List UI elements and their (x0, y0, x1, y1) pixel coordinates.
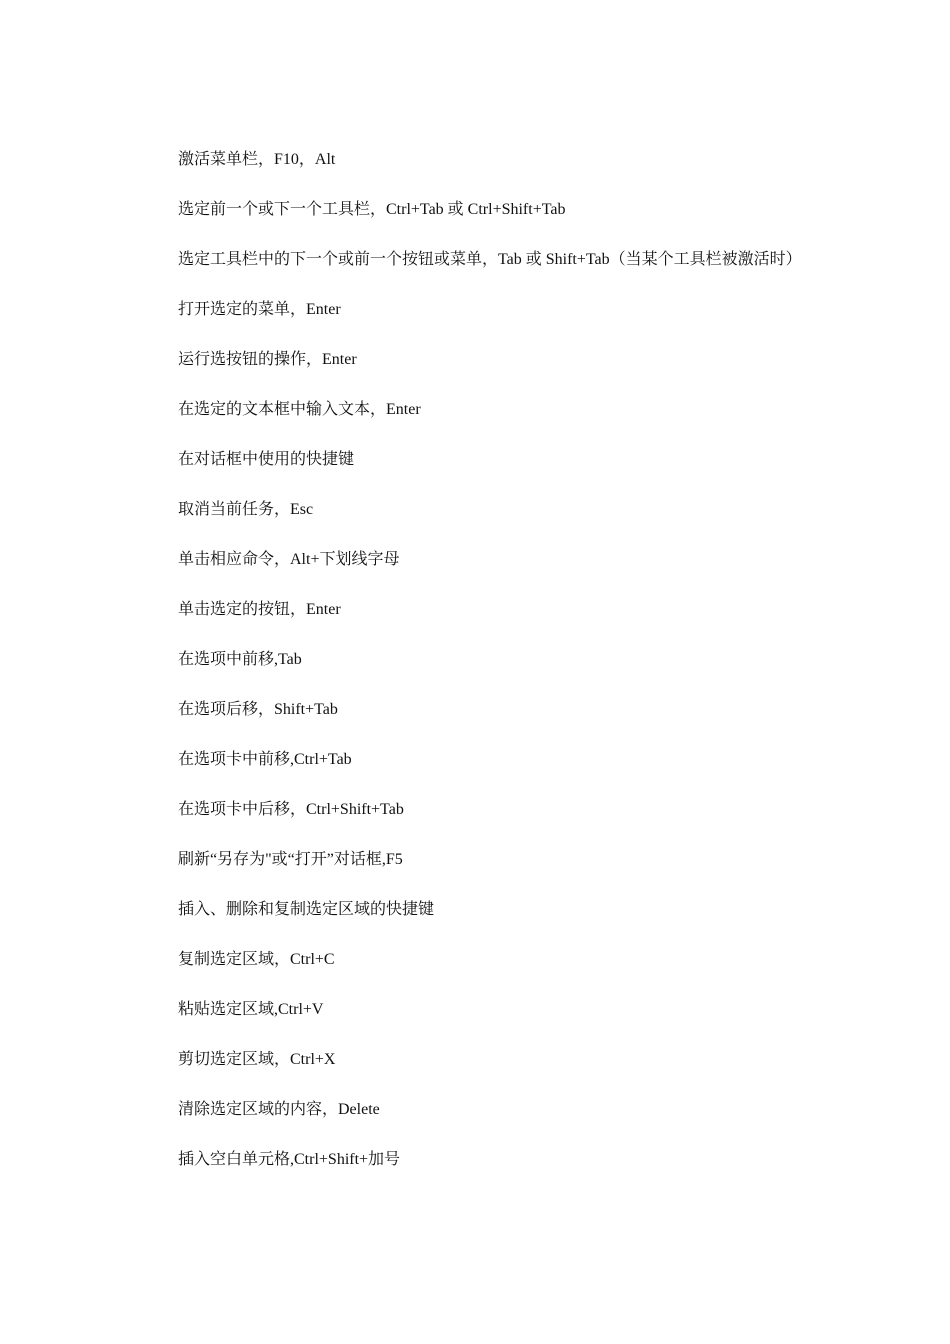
paragraph: 选定前一个或下一个工具栏，Ctrl+Tab 或 Ctrl+Shift+Tab (178, 201, 566, 218)
paragraph: 单击相应命令，Alt+下划线字母 (178, 551, 400, 568)
paragraph: 单击选定的按钮，Enter (178, 601, 341, 618)
paragraph: 取消当前任务，Esc (178, 501, 314, 518)
section-heading: 在对话框中使用的快捷键 (178, 451, 355, 468)
paragraph: 清除选定区域的内容，Delete (178, 1101, 380, 1118)
paragraph: 在选项卡中后移，Ctrl+Shift+Tab (178, 801, 404, 818)
paragraph: 打开选定的菜单，Enter (178, 301, 341, 318)
section-heading: 插入、删除和复制选定区域的快捷键 (178, 901, 435, 918)
paragraph: 在选项后移，Shift+Tab (178, 701, 338, 718)
paragraph: 粘贴选定区域,Ctrl+V (178, 1001, 324, 1018)
paragraph: 复制选定区域，Ctrl+C (178, 951, 335, 968)
paragraph: 刷新“另存为"或“打开”对话框,F5 (178, 851, 403, 868)
paragraph: 在选定的文本框中输入文本，Enter (178, 401, 421, 418)
paragraph: 插入空白单元格,Ctrl+Shift+加号 (178, 1151, 401, 1168)
paragraph: 在选项卡中前移,Ctrl+Tab (178, 751, 352, 768)
paragraph: 剪切选定区域，Ctrl+X (178, 1051, 336, 1068)
document-body (144, 148, 809, 1198)
paragraph: 运行选按钮的操作，Enter (178, 351, 357, 368)
paragraph: 在选项中前移,Tab (178, 651, 302, 668)
paragraph: 选定工具栏中的下一个或前一个按钮或菜单，Tab 或 Shift+Tab（当某个工具栏被激活时） (178, 251, 802, 268)
paragraph: 激活菜单栏，F10，Alt (178, 151, 336, 168)
